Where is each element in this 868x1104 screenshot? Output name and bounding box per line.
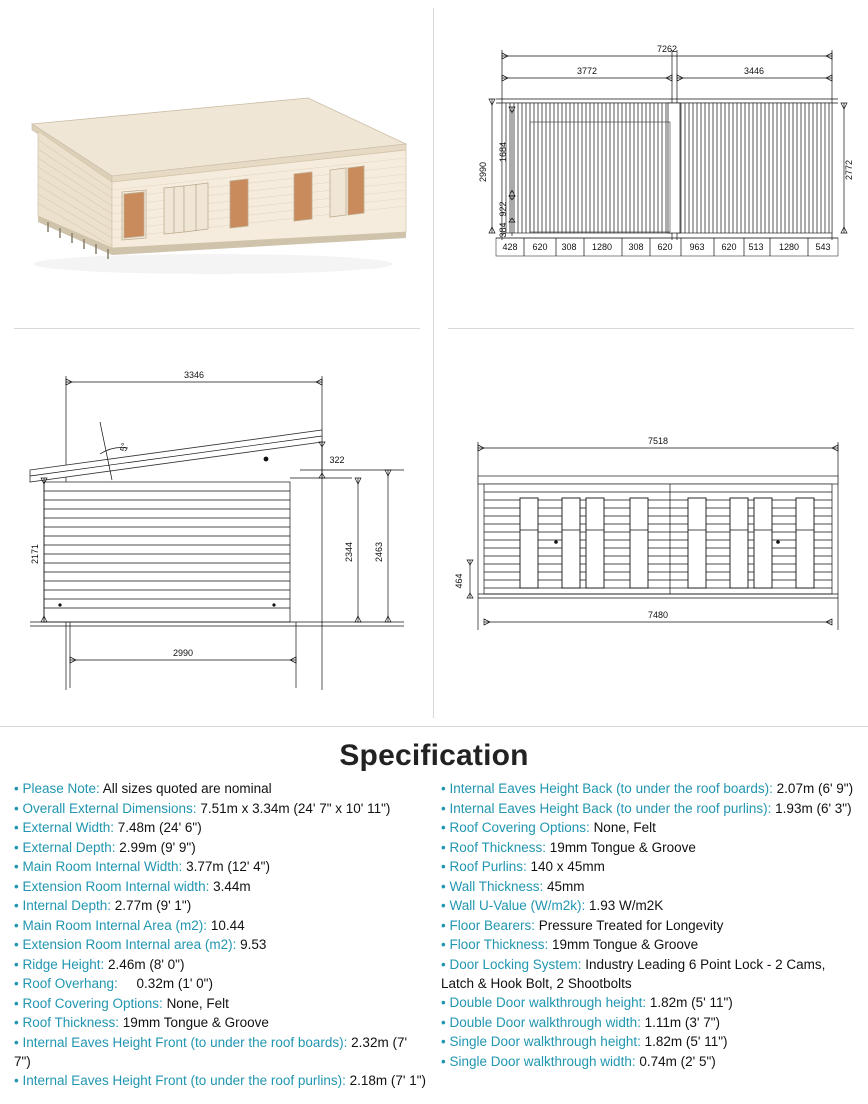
spec-label: • Main Room Internal Width:	[14, 859, 183, 874]
dim-left-section: 3772	[576, 66, 598, 76]
spec-label: • Extension Room Internal area (m2):	[14, 937, 237, 952]
spec-value: 0.74m (2' 5")	[639, 1053, 716, 1069]
spec-label: • Double Door walkthrough height:	[441, 995, 647, 1010]
dim-right-height-2: 2463	[374, 541, 384, 563]
spec-value: 3.77m (12' 4")	[186, 859, 270, 874]
spec-label: • Overall External Dimensions:	[14, 800, 197, 816]
spec-item	[441, 838, 854, 857]
spec-label: • Roof Covering Options:	[441, 820, 590, 835]
spec-value: Pressure Treated for Longevity	[538, 917, 724, 933]
dim-panel-10: 1280	[778, 242, 800, 252]
spec-item	[14, 877, 427, 896]
spec-label: • Double Door walkthrough width:	[441, 1014, 641, 1030]
side-elevation-panel	[0, 330, 434, 726]
spec-label: • Roof Overhang:	[14, 976, 118, 991]
spec-label: • Main Room Internal Area (m2):	[14, 917, 208, 933]
spec-value: 140 x 45mm	[530, 859, 605, 874]
spec-item	[14, 974, 427, 993]
spec-item	[441, 896, 854, 915]
spec-columns	[14, 779, 854, 1091]
spec-value: 2.18m (7' 1")	[349, 1073, 427, 1088]
spec-value: 2.32m (7' 7")	[14, 1034, 408, 1069]
spec-item	[441, 1013, 854, 1032]
spec-label: • Internal Eaves Height Back (to under the roof purlins):	[441, 800, 772, 816]
spec-item	[14, 779, 427, 798]
dim-top-width: 3346	[183, 370, 205, 380]
spec-value: 1.93 W/m2K	[589, 898, 664, 913]
spec-item	[441, 877, 854, 896]
dim-height-2: 922	[498, 201, 508, 217]
dim-height-1: 1684	[498, 141, 508, 163]
spec-item	[14, 818, 427, 837]
spec-value: 9.53	[240, 937, 267, 952]
spec-column-left	[14, 779, 427, 1091]
spec-item	[441, 799, 854, 818]
rear-elevation-panel	[434, 0, 868, 328]
spec-value: 19mm Tongue & Groove	[122, 1015, 269, 1030]
specification-section	[0, 727, 868, 1104]
spec-label: • Floor Bearers:	[441, 917, 536, 933]
spec-item	[14, 838, 427, 857]
dim-panel-3: 308	[561, 242, 577, 252]
spec-item	[441, 857, 854, 876]
spec-label: • Roof Thickness:	[441, 839, 547, 855]
spec-value: Industry Leading 6 Point Lock - 2 Cams, Latch & Hook Bolt, 2 Shootbolts	[441, 956, 826, 991]
spec-label: • Door Locking System:	[441, 956, 582, 972]
dim-panel-1: 428	[502, 242, 518, 252]
spec-label: • Extension Room Internal width:	[14, 878, 210, 894]
spec-item	[14, 857, 427, 876]
dim-panel-5: 308	[628, 242, 644, 252]
spec-value: 1.82m (5' 11")	[649, 995, 733, 1010]
spec-label: • Floor Thickness:	[441, 937, 549, 952]
spec-label: • Internal Depth:	[14, 898, 112, 913]
spec-label: • Wall Thickness:	[441, 878, 544, 894]
horizontal-divider-left	[14, 328, 420, 329]
spec-value: 19mm Tongue & Groove	[549, 839, 696, 855]
spec-value: 2.77m (9' 1")	[114, 898, 192, 913]
spec-item	[14, 916, 427, 935]
spec-item	[441, 1052, 854, 1071]
product-render-panel	[0, 0, 434, 328]
spec-item	[441, 955, 854, 993]
dim-left-height: 2171	[30, 543, 40, 565]
dim-roof-angle: 5°	[118, 441, 130, 453]
spec-label: • Single Door walkthrough width:	[441, 1053, 636, 1069]
spec-value: 1.82m (5' 11")	[644, 1034, 728, 1049]
spec-value: None, Felt	[166, 995, 229, 1011]
spec-label: • Roof Covering Options:	[14, 995, 163, 1011]
spec-value: 3.44m	[213, 878, 251, 894]
spec-item	[14, 994, 427, 1013]
dim-panel-11: 543	[815, 242, 831, 252]
spec-value: 1.93m (6' 3")	[775, 800, 852, 816]
dim-panel-8: 620	[721, 242, 737, 252]
spec-value: 0.32m (1' 0")	[136, 976, 213, 991]
dim-panel-9: 513	[748, 242, 764, 252]
spec-label: • Single Door walkthrough height:	[441, 1034, 641, 1049]
dim-roof-width: 7518	[647, 436, 669, 446]
spec-value: None, Felt	[593, 820, 656, 835]
spec-item	[441, 779, 854, 798]
spec-item	[14, 955, 427, 974]
spec-item	[441, 935, 854, 954]
dim-height-right: 2772	[844, 159, 854, 181]
dim-bottom-width: 2990	[172, 648, 194, 658]
spec-label: • Ridge Height:	[14, 956, 105, 972]
front-elevation-panel	[434, 330, 868, 726]
dim-panel-4: 1280	[591, 242, 613, 252]
dim-panel-6: 620	[657, 242, 673, 252]
spec-label: • Please Note:	[14, 781, 100, 796]
dim-panel-2: 620	[532, 242, 548, 252]
spec-label: • Internal Eaves Height Front (to under the roof boards):	[14, 1034, 348, 1050]
spec-title: Specification	[339, 739, 529, 772]
spec-label: • Internal Eaves Height Back (to under the roof boards):	[441, 781, 773, 796]
spec-item	[14, 799, 427, 818]
spec-value: 1.11m (3' 7")	[644, 1014, 721, 1030]
spec-item	[14, 935, 427, 954]
spec-value: 7.48m (24' 6")	[117, 820, 202, 835]
dim-right-height-1: 2344	[344, 541, 354, 563]
dim-panel-7: 963	[689, 242, 705, 252]
spec-value: 7.51m x 3.34m (24' 7" x 10' 11")	[200, 800, 391, 816]
spec-value: 10.44	[210, 917, 245, 933]
spec-item	[14, 896, 427, 915]
dim-overall-width: 7262	[656, 44, 678, 54]
spec-label: • Roof Thickness:	[14, 1015, 120, 1030]
spec-value: All sizes quoted are nominal	[102, 781, 272, 796]
spec-value: 45mm	[547, 878, 585, 894]
spec-value: 2.99m (9' 9")	[119, 839, 196, 855]
spec-item	[441, 1032, 854, 1051]
spec-item	[441, 916, 854, 935]
spec-label: • External Width:	[14, 820, 115, 835]
spec-label: • External Depth:	[14, 839, 116, 855]
spec-item	[14, 1033, 427, 1071]
spec-value: 2.07m (6' 9")	[776, 781, 854, 796]
spec-item	[14, 1013, 427, 1032]
dim-overhang: 322	[329, 455, 345, 465]
dim-wall-width: 7480	[647, 610, 669, 620]
spec-value: 2.46m (8' 0")	[108, 956, 185, 972]
dim-window-height: 464	[454, 573, 464, 589]
dim-height-overall: 2990	[478, 161, 488, 183]
dim-right-section: 3446	[743, 66, 765, 76]
spec-value: 19mm Tongue & Groove	[552, 937, 699, 952]
spec-item	[441, 993, 854, 1012]
spec-item	[441, 818, 854, 837]
spec-label: • Roof Purlins:	[441, 859, 527, 874]
spec-label: • Wall U-Value (W/m2k):	[441, 898, 586, 913]
spec-item	[14, 1071, 427, 1090]
spec-column-right	[441, 779, 854, 1091]
cabin-3d-render	[8, 36, 418, 296]
horizontal-divider-right	[448, 328, 854, 329]
spec-label: • Internal Eaves Height Front (to under the roof purlins):	[14, 1073, 346, 1088]
dim-height-3: 384	[498, 222, 508, 238]
